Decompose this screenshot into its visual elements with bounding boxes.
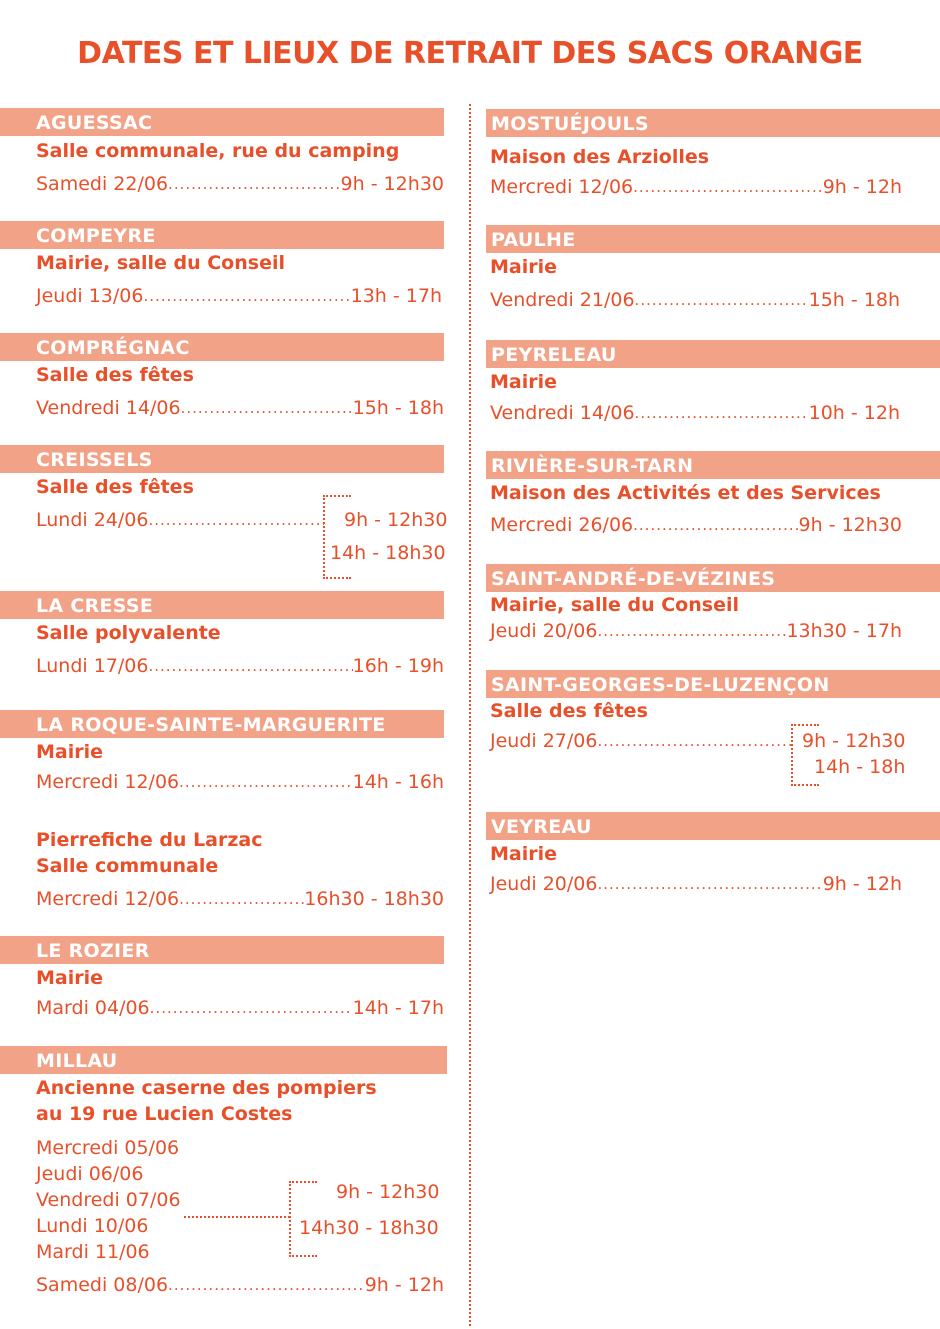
town-header-millau: MILLAU <box>0 1046 447 1074</box>
hours: 9h - 12h30 <box>340 173 444 195</box>
hours: 15h - 18h <box>352 397 444 419</box>
leader-dots <box>179 886 304 912</box>
schedule-row <box>490 512 902 538</box>
leader-dots <box>633 174 823 200</box>
hours: 9h - 12h30 <box>798 514 902 536</box>
location-name: Mairie, salle du Conseil <box>36 252 285 274</box>
leader-dots <box>635 400 809 426</box>
hours: 9h - 12h <box>364 1274 444 1296</box>
schedule-row <box>36 283 442 309</box>
column-divider <box>469 104 471 1326</box>
hours-morning: 9h - 12h30 <box>802 730 906 752</box>
hours-afternoon: 14h30 - 18h30 <box>299 1217 439 1239</box>
date: Lundi 24/06 <box>36 509 149 531</box>
date: Mercredi 12/06 <box>490 176 634 198</box>
schedule-row <box>490 871 902 897</box>
town-header-le-rozier: LE ROZIER <box>0 936 444 964</box>
hours: 13h - 17h <box>350 285 442 307</box>
hours: 9h - 12h <box>822 176 902 198</box>
town-header-saint-andre-de-vezines: SAINT-ANDRÉ-DE-VÉZINES <box>486 564 940 592</box>
day-item: Mercredi 05/06 <box>36 1137 180 1159</box>
location-name: Mairie, salle du Conseil <box>490 594 739 616</box>
hours: 10h - 12h <box>808 402 900 424</box>
schedule-row <box>36 653 444 679</box>
location-name: Salle polyvalente <box>36 622 221 644</box>
date: Vendredi 14/06 <box>36 397 181 419</box>
hours-afternoon: 14h - 18h <box>814 756 906 778</box>
town-header-creissels: CREISSELS <box>0 445 444 473</box>
hours: 16h30 - 18h30 <box>304 888 444 910</box>
town-header-la-cresse: LA CRESSE <box>0 591 444 619</box>
schedule-row <box>36 395 444 421</box>
schedule-row <box>490 174 902 200</box>
location-name-secondary: Pierrefiche du Larzac <box>36 829 263 851</box>
town-header-la-roque-sainte-marguerite: LA ROQUE-SAINTE-MARGUERITE <box>0 710 444 738</box>
day-item: Jeudi 06/06 <box>36 1163 144 1185</box>
schedule-row <box>36 507 324 533</box>
date: Mercredi 12/06 <box>36 771 180 793</box>
location-name: Salle communale, rue du camping <box>36 140 400 162</box>
leader-dots <box>597 728 792 754</box>
date: Jeudi 20/06 <box>490 873 598 895</box>
schedule-row <box>490 618 902 644</box>
date: Samedi 08/06 <box>36 1274 169 1296</box>
leader-dots <box>168 171 340 197</box>
location-name: Ancienne caserne des pompiers <box>36 1077 377 1099</box>
date: Mercredi 12/06 <box>36 888 180 910</box>
town-header-compregnac: COMPRÉGNAC <box>0 333 444 361</box>
location-name: Maison des Arziolles <box>490 146 710 168</box>
location-name: Mairie <box>36 967 104 989</box>
location-name: Salle des fêtes <box>36 476 194 498</box>
leader-dots <box>633 512 798 538</box>
day-item: Lundi 10/06 <box>36 1215 149 1237</box>
leader-dots <box>181 395 353 421</box>
hours: 14h - 17h <box>352 997 444 1019</box>
leader-dots <box>597 618 786 644</box>
location-name: Salle des fêtes <box>36 364 194 386</box>
day-item: Mardi 11/06 <box>36 1241 150 1263</box>
leader-connector <box>184 1216 290 1218</box>
location-name: Mairie <box>490 371 558 393</box>
location-name-secondary-hall: Salle communale <box>36 855 219 877</box>
schedule-row <box>36 886 444 912</box>
date: Vendredi 21/06 <box>490 289 635 311</box>
town-header-veyreau: VEYREAU <box>486 812 940 840</box>
schedule-row <box>490 287 900 313</box>
leader-dots <box>179 769 352 795</box>
schedule-row <box>36 995 444 1021</box>
date: Samedi 22/06 <box>36 173 169 195</box>
location-name: Maison des Activités et des Services <box>490 482 881 504</box>
leader-dots <box>148 653 352 679</box>
leader-dots <box>597 871 822 897</box>
location-name: Mairie <box>490 256 558 278</box>
leader-dots <box>168 1272 365 1298</box>
schedule-row <box>36 769 444 795</box>
location-name: Mairie <box>490 843 558 865</box>
location-name: Mairie <box>36 741 104 763</box>
date: Jeudi 20/06 <box>490 620 598 642</box>
hours-afternoon: 14h - 18h30 <box>330 542 446 564</box>
date: Jeudi 13/06 <box>36 285 144 307</box>
town-header-aguessac: AGUESSAC <box>0 108 444 136</box>
day-item: Vendredi 07/06 <box>36 1189 181 1211</box>
date: Vendredi 14/06 <box>490 402 635 424</box>
leader-dots <box>150 995 353 1021</box>
hours: 15h - 18h <box>808 289 900 311</box>
date: Lundi 17/06 <box>36 655 149 677</box>
town-header-paulhe: PAULHE <box>486 225 940 253</box>
leader-dots <box>143 283 350 309</box>
location-address: au 19 rue Lucien Costes <box>36 1103 293 1125</box>
schedule-row <box>36 171 444 197</box>
hours: 16h - 19h <box>352 655 444 677</box>
hours: 13h30 - 17h <box>786 620 902 642</box>
schedule-row <box>490 728 792 754</box>
town-header-riviere-sur-tarn: RIVIÈRE-SUR-TARN <box>486 451 940 479</box>
hours: 9h - 12h <box>822 873 902 895</box>
date: Mardi 04/06 <box>36 997 150 1019</box>
town-header-peyreleau: PEYRELEAU <box>486 340 940 368</box>
schedule-row <box>490 400 900 426</box>
hours: 14h - 16h <box>352 771 444 793</box>
date: Mercredi 26/06 <box>490 514 634 536</box>
leader-dots <box>635 287 809 313</box>
hours-morning: 9h - 12h30 <box>344 509 448 531</box>
location-name: Salle des fêtes <box>490 700 648 722</box>
date: Jeudi 27/06 <box>490 730 598 752</box>
page-title: DATES ET LIEUX DE RETRAIT DES SACS ORANGE <box>77 36 863 71</box>
town-header-compeyre: COMPEYRE <box>0 221 444 249</box>
leader-dots <box>148 507 324 533</box>
schedule-row <box>36 1272 444 1298</box>
hours-morning: 9h - 12h30 <box>336 1181 440 1203</box>
town-header-saint-georges-de-luzencon: SAINT-GEORGES-DE-LUZENÇON <box>486 670 940 698</box>
town-header-mostuejouls: MOSTUÉJOULS <box>486 109 940 137</box>
